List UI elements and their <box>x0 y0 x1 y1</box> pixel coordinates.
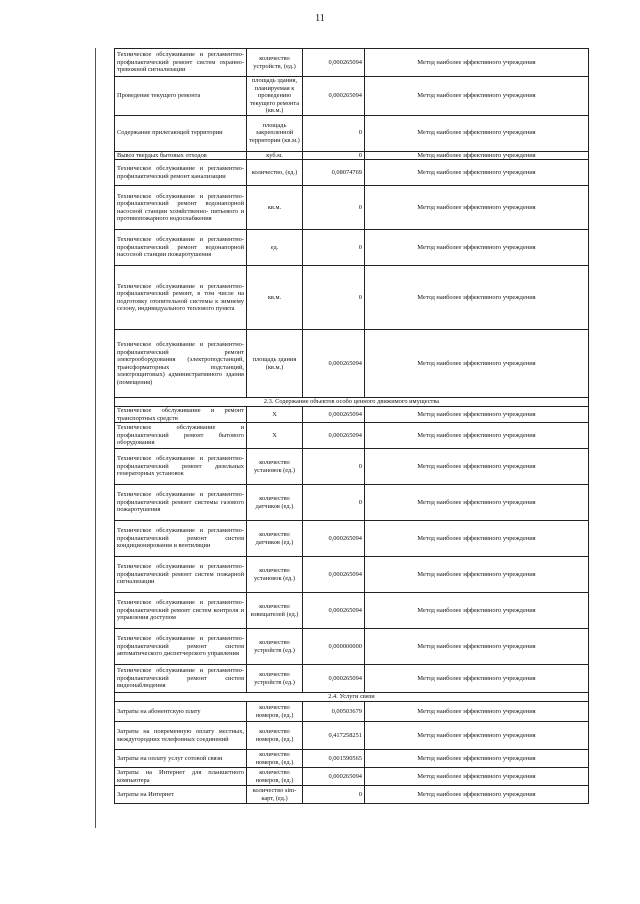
row-method: Метод наиболее эффективного учреждения <box>365 330 589 398</box>
row-value: 0 <box>303 186 365 230</box>
section-row <box>115 693 589 702</box>
table-row <box>115 77 589 116</box>
row-name: Техническое обслуживание и регламентно- профилактический ремонт водонапорной насосной станции хозяйственно- питьевого и противопожарного водоснабжения <box>115 186 247 230</box>
table-row <box>115 722 589 750</box>
table-row <box>115 449 589 485</box>
row-unit: количество датчиков (ед.) <box>247 485 303 521</box>
table-row <box>115 160 589 186</box>
section-row <box>115 398 589 407</box>
table-row <box>115 186 589 230</box>
row-value: 0,00503679 <box>303 702 365 722</box>
row-name: Техническое обслуживание и регламентно-профилактический ремонт канализации <box>115 160 247 186</box>
row-name: Проведение текущего ремонта <box>115 77 247 116</box>
row-value: 0 <box>303 115 365 151</box>
row-method: Метод наиболее эффективного учреждения <box>365 593 589 629</box>
row-unit: количество установок (ед.) <box>247 557 303 593</box>
table-row <box>115 407 589 423</box>
row-unit: кв.м. <box>247 186 303 230</box>
row-method: Метод наиболее эффективного учреждения <box>365 115 589 151</box>
row-value: 0,000265094 <box>303 521 365 557</box>
row-unit: площадь закрепленной территории (кв.м.) <box>247 115 303 151</box>
row-unit: количество номеров, (ед.) <box>247 702 303 722</box>
row-method: Метод наиболее эффективного учреждения <box>365 786 589 804</box>
table-row <box>115 49 589 77</box>
row-value: 0,000265094 <box>303 330 365 398</box>
row-value: 0,000265094 <box>303 49 365 77</box>
row-unit: количество номеров, (ед.) <box>247 768 303 786</box>
row-value: 0,000265094 <box>303 768 365 786</box>
row-name: Техническое обслуживание и регламентно-профилактический ремонт систем автоматического диспетчерского управления <box>115 629 247 665</box>
row-method: Метод наиболее эффективного учреждения <box>365 49 589 77</box>
row-value: 0,000265094 <box>303 407 365 423</box>
table-row <box>115 629 589 665</box>
row-name: Техническое обслуживание и регламентно-профилактический ремонт систем пожарной сигнализации <box>115 557 247 593</box>
row-name: Техническое обслуживание и ремонт транспортных средств <box>115 407 247 423</box>
table-row <box>115 665 589 693</box>
row-name: Техническое обслуживание и регламентно- профилактический ремонт систем охранно- тревожной сигнализации <box>115 49 247 77</box>
row-unit: количество номеров, (ед.) <box>247 722 303 750</box>
row-value: 0,000265094 <box>303 77 365 116</box>
table-row <box>115 786 589 804</box>
row-name: Техническое обслуживание и регламентно- профилактический ремонт электрооборудования (электроподстанций, трансформаторных подстанций, электрощитовых) административного здания (помещения) <box>115 330 247 398</box>
row-name: Техническое обслуживание и профилактический ремонт бытового оборудования <box>115 423 247 449</box>
row-value: 0,417258251 <box>303 722 365 750</box>
table-row <box>115 330 589 398</box>
section-heading: 2.3. Содержание объектов особо ценного движимого имущества <box>115 398 589 407</box>
row-unit: X <box>247 423 303 449</box>
row-method: Метод наиболее эффективного учреждения <box>365 77 589 116</box>
row-unit: количество установок (ед.) <box>247 449 303 485</box>
row-unit: количество устройств, (ед.) <box>247 49 303 77</box>
table-row <box>115 557 589 593</box>
row-value: 0 <box>303 485 365 521</box>
row-unit: кв.м. <box>247 266 303 330</box>
row-unit: площадь здания, планируемая к проведению текущего ремонта (кв.м.) <box>247 77 303 116</box>
table-row <box>115 750 589 768</box>
row-value: 0 <box>303 266 365 330</box>
page-number: 11 <box>315 13 325 24</box>
row-name: Затраты на абонентскую плату <box>115 702 247 722</box>
cost-norms-table <box>114 48 589 804</box>
row-unit: куб.м. <box>247 151 303 160</box>
table-row <box>115 266 589 330</box>
row-unit: количество номеров, (ед.) <box>247 750 303 768</box>
row-value: 0,000265094 <box>303 665 365 693</box>
row-method: Метод наиболее эффективного учреждения <box>365 722 589 750</box>
row-name: Техническое обслуживание и регламентно-профилактический ремонт дизельных генераторных установок <box>115 449 247 485</box>
row-name: Затраты на оплату услуг сотовой связи <box>115 750 247 768</box>
row-value: 0,000265094 <box>303 557 365 593</box>
row-name: Затраты на Интернет для планшетного компьютера <box>115 768 247 786</box>
row-name: Техническое обслуживание и регламентно-профилактический ремонт систем контроля и управления доступом <box>115 593 247 629</box>
margin-line <box>95 48 96 828</box>
row-name: Техническое обслуживание и регламентно-профилактический ремонт систем видеонаблюдения <box>115 665 247 693</box>
row-name: Техническое обслуживание и регламентно- профилактический ремонт, в том числе на подготовку отопительной системы к зимнему сезону, индивидуального теплового пункта <box>115 266 247 330</box>
row-value: 0,000265094 <box>303 423 365 449</box>
row-value: 0 <box>303 230 365 266</box>
row-method: Метод наиболее эффективного учреждения <box>365 485 589 521</box>
table-row <box>115 521 589 557</box>
row-name: Содержание прилегающей территории <box>115 115 247 151</box>
row-method: Метод наиболее эффективного учреждения <box>365 151 589 160</box>
row-name: Вывоз твердых бытовых отходов <box>115 151 247 160</box>
row-unit: количество извещателей (ед.) <box>247 593 303 629</box>
row-method: Метод наиболее эффективного учреждения <box>365 186 589 230</box>
row-name: Техническое обслуживание и регламентно- профилактический ремонт водонапорной насосной станции пожаротушения <box>115 230 247 266</box>
table-row <box>115 702 589 722</box>
row-method: Метод наиболее эффективного учреждения <box>365 230 589 266</box>
table-row <box>115 151 589 160</box>
row-unit: количество устройств (ед.) <box>247 629 303 665</box>
row-method: Метод наиболее эффективного учреждения <box>365 702 589 722</box>
section-heading: 2.4. Услуги связи <box>115 693 589 702</box>
row-name: Затраты на Интернет <box>115 786 247 804</box>
row-unit: X <box>247 407 303 423</box>
row-method: Метод наиболее эффективного учреждения <box>365 557 589 593</box>
row-unit: количество устройств (ед.) <box>247 665 303 693</box>
row-value: 0 <box>303 449 365 485</box>
row-unit: количество sim-карт, (ед.) <box>247 786 303 804</box>
row-method: Метод наиболее эффективного учреждения <box>365 629 589 665</box>
row-method: Метод наиболее эффективного учреждения <box>365 423 589 449</box>
row-value: 0,001590565 <box>303 750 365 768</box>
row-value: 0 <box>303 786 365 804</box>
table-row <box>115 485 589 521</box>
row-unit: количество датчиков (ед.) <box>247 521 303 557</box>
table-row <box>115 593 589 629</box>
table-row <box>115 768 589 786</box>
row-method: Метод наиболее эффективного учреждения <box>365 160 589 186</box>
row-method: Метод наиболее эффективного учреждения <box>365 768 589 786</box>
row-value: 0,000265094 <box>303 593 365 629</box>
row-unit: ед. <box>247 230 303 266</box>
row-value: 0,000000000 <box>303 629 365 665</box>
row-method: Метод наиболее эффективного учреждения <box>365 521 589 557</box>
row-name: Затраты на повременную оплату местных, междугородних телефонных соединений <box>115 722 247 750</box>
row-method: Метод наиболее эффективного учреждения <box>365 266 589 330</box>
row-method: Метод наиболее эффективного учреждения <box>365 665 589 693</box>
table-row <box>115 423 589 449</box>
row-name: Техническое обслуживание и регламентно-профилактический ремонт системы газового пожаротушения <box>115 485 247 521</box>
row-value: 0,08074769 <box>303 160 365 186</box>
table-row <box>115 230 589 266</box>
row-value: 0 <box>303 151 365 160</box>
row-unit: количество, (ед.) <box>247 160 303 186</box>
table-row <box>115 115 589 151</box>
row-method: Метод наиболее эффективного учреждения <box>365 449 589 485</box>
row-unit: площадь здания (кв.м.) <box>247 330 303 398</box>
row-method: Метод наиболее эффективного учреждения <box>365 407 589 423</box>
row-name: Техническое обслуживание и регламентно-профилактический ремонт систем кондиционирования и вентиляции <box>115 521 247 557</box>
row-method: Метод наиболее эффективного учреждения <box>365 750 589 768</box>
